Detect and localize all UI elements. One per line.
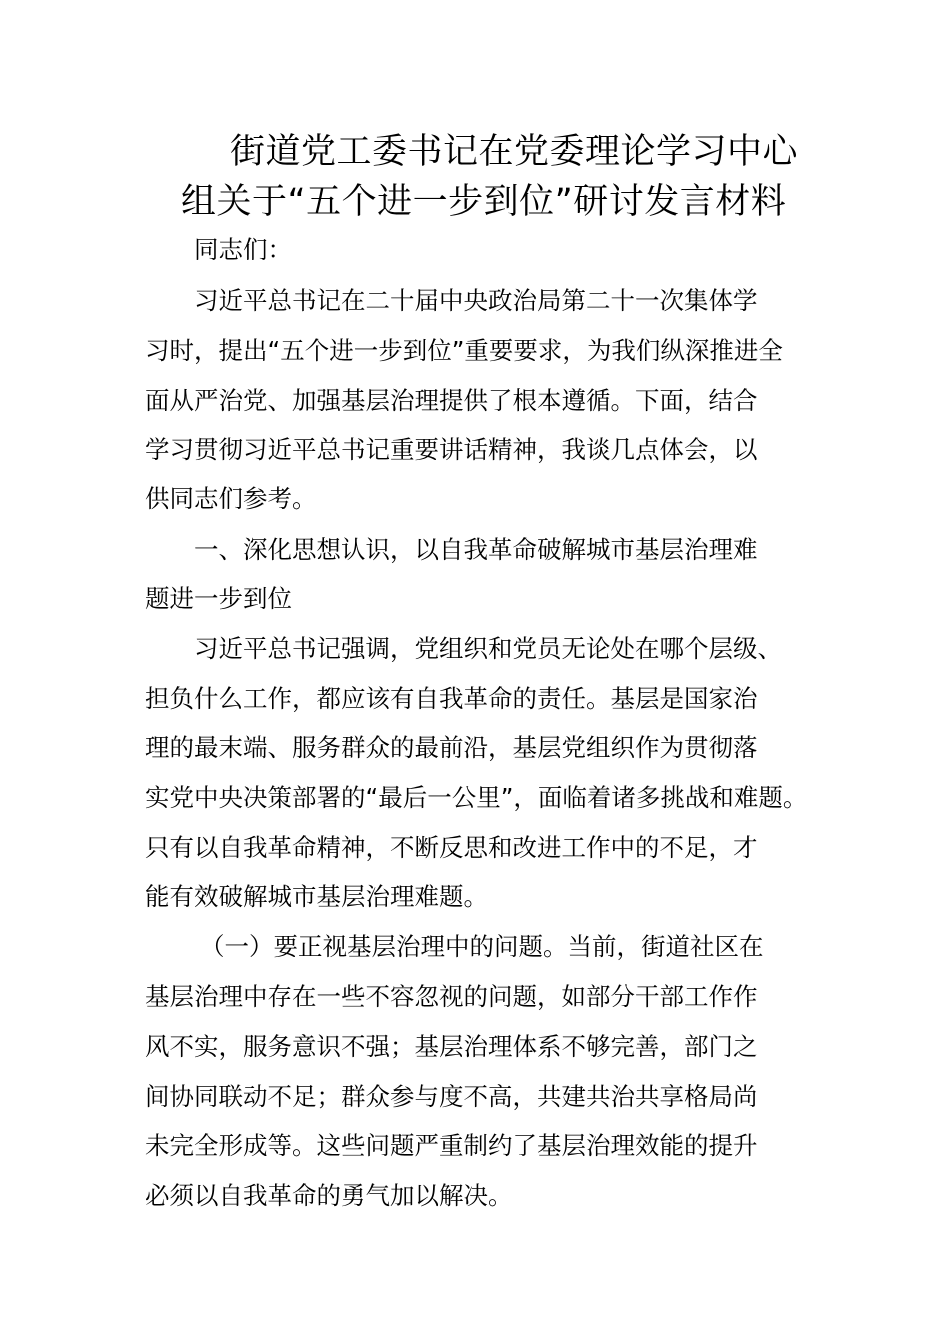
document-title-line-2: 组关于“五个进一步到位”研讨发言材料 — [181, 182, 787, 222]
section-heading-line-2: 题进一步到位 — [145, 584, 292, 613]
paragraph-1-line-5: 供同志们参考。 — [145, 484, 317, 513]
paragraph-4-line-3: 风不实，服务意识不强；基层治理体系不够完善，部门之 — [145, 1032, 758, 1061]
paragraph-4-line-4: 间协同联动不足；群众参与度不高，共建共治共享格局尚 — [145, 1082, 758, 1111]
paragraph-4-line-5: 未完全形成等。这些问题严重制约了基层治理效能的提升 — [145, 1131, 758, 1160]
paragraph-3-line-1: 习近平总书记强调，党组织和党员无论处在哪个层级、 — [194, 634, 782, 663]
paragraph-3-line-3: 理的最末端、服务群众的最前沿，基层党组织作为贯彻落 — [145, 733, 758, 762]
paragraph-4-line-6: 必须以自我革命的勇气加以解决。 — [145, 1181, 513, 1210]
document-title-line-1: 街道党工委书记在党委理论学习中心 — [230, 132, 799, 172]
section-heading-line-1: 一、深化思想认识，以自我革命破解城市基层治理难 — [194, 535, 758, 564]
paragraph-1-line-3: 面从严治党、加强基层治理提供了根本遵循。下面，结合 — [145, 386, 758, 415]
paragraph-1-line-1: 习近平总书记在二十届中央政治局第二十一次集体学 — [194, 286, 758, 315]
paragraph-3-line-5: 只有以自我革命精神，不断反思和改进工作中的不足，才 — [145, 833, 758, 862]
paragraph-3-line-6: 能有效破解城市基层治理难题。 — [145, 882, 488, 911]
paragraph-1-line-4: 学习贯彻习近平总书记重要讲话精神，我谈几点体会，以 — [145, 435, 758, 464]
paragraph-1-line-2: 习时，提出“五个进一步到位”重要要求，为我们纵深推进全 — [145, 336, 783, 365]
greeting: 同志们： — [194, 235, 292, 264]
paragraph-4-line-2: 基层治理中存在一些不容忽视的问题，如部分干部工作作 — [145, 982, 758, 1011]
paragraph-3-line-2: 担负什么工作，都应该有自我革命的责任。基层是国家治 — [145, 684, 758, 713]
paragraph-3-line-4: 实党中央决策部署的“最后一公里”，面临着诸多挑战和难题。 — [145, 783, 808, 812]
paragraph-4-line-1: （一）要正视基层治理中的问题。当前，街道社区在 — [200, 932, 764, 961]
